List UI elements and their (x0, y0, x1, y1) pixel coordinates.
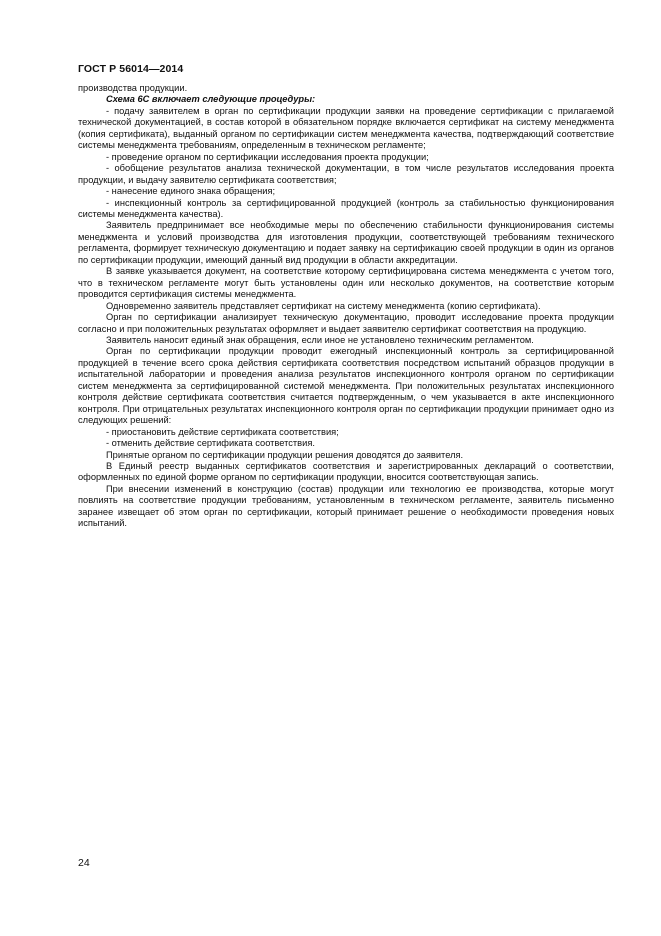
document-header: ГОСТ Р 56014—2014 (78, 63, 184, 75)
list-item: - обобщение результатов анализа технической документации, в том числе результатов исследования проекта продукции, и выдачу заявителю сертификата соответствия; (78, 163, 614, 185)
paragraph: В Единый реестр выданных сертификатов соответствия и зарегистрированных деклараций о соответствии, оформленных по единой форме органом по сертификации продукции, вносится соответствующая запись. (78, 460, 614, 483)
paragraph: Орган по сертификации продукции проводит ежегодный инспекционный контроль за сертифицированной продукцией в течение всего срока действия сертификата соответствия посредством испытаний образцов продукции в испытательной лаборатории и проведения анализа результатов инспекционного контроля органом по сертификации систем менеджмента за сертифицированной системой менеджмента. При положительных результатах инспекционного контроля действие сертификата соответствия считается подтвержденным, о чем указывается в акте инспекционного контроля. При отрицательных результатах инспекционного контроля орган по сертификации продукции принимает одно из следующих решений: (78, 346, 614, 426)
list-item: - инспекционный контроль за сертифицированной продукцией (контроль за стабильностью функционирования системы менеджмента качества). (78, 197, 614, 219)
page-number: 24 (78, 857, 90, 869)
paragraph: Принятые органом по сертификации продукции решения доводятся до заявителя. (106, 449, 464, 460)
paragraph: производства продукции. (78, 83, 188, 93)
paragraph: Одновременно заявитель представляет сертификат на систему менеджмента (копию сертификата). (106, 300, 541, 311)
list-item: - нанесение единого знака обращения; (106, 186, 276, 197)
paragraph: Заявитель предпринимает все необходимые меры по обеспечению стабильности функционирования системы менеджмента и условий производства для изготовления продукции, соответствующей требованиям технического регламента, формирует техническую документацию и подает заявку на сертификацию своей продукции в один из органов по сертификации продукции, имеющий данный вид продукции в области аккредитации. (78, 220, 614, 265)
paragraph: При внесении изменений в конструкцию (состав) продукции или технологию ее производства, которые могут повлиять на соответствие продукции требованиям, установленным в техническом регламенте, заявитель письменно заранее извещает об этом орган по сертификации, который принимает решение о необходимости проведения новых испытаний. (78, 483, 614, 529)
paragraph: В заявке указывается документ, на соответствие которому сертифицирована система менеджмента с учетом того, что в техническом регламенте могут быть установлены один или несколько документов, на соответствие которым проводится сертификация системы менеджмента. (78, 266, 614, 300)
list-item: - проведение органом по сертификации исследования проекта продукции; (106, 151, 429, 162)
paragraph: Заявитель наносит единый знак обращения, если иное не установлено техническим регламентом. (106, 334, 534, 345)
list-item: - подачу заявителем в орган по сертификации продукции заявки на проведение сертификации с прилагаемой технической документацией, в состав которой в обязательном порядке включается сертификат на систему менеджмента (копия сертификата), выданный органом по сертификации систем менеджмента качества, подтверждающий соответствие системы менеджмента требованиям, определенным в техническом регламенте; (78, 105, 614, 151)
list-item: - приостановить действие сертификата соответствия; (106, 426, 339, 437)
paragraph: Орган по сертификации анализирует техническую документацию, проводит исследование проекта продукции согласно и при положительных результатах оформляет и выдает заявителю сертификат соответствия на продукцию. (78, 312, 614, 334)
list-item: - отменить действие сертификата соответствия. (106, 438, 315, 449)
scheme-heading: Схема 6С включает следующие процедуры: (106, 94, 316, 105)
document-body (78, 83, 614, 530)
